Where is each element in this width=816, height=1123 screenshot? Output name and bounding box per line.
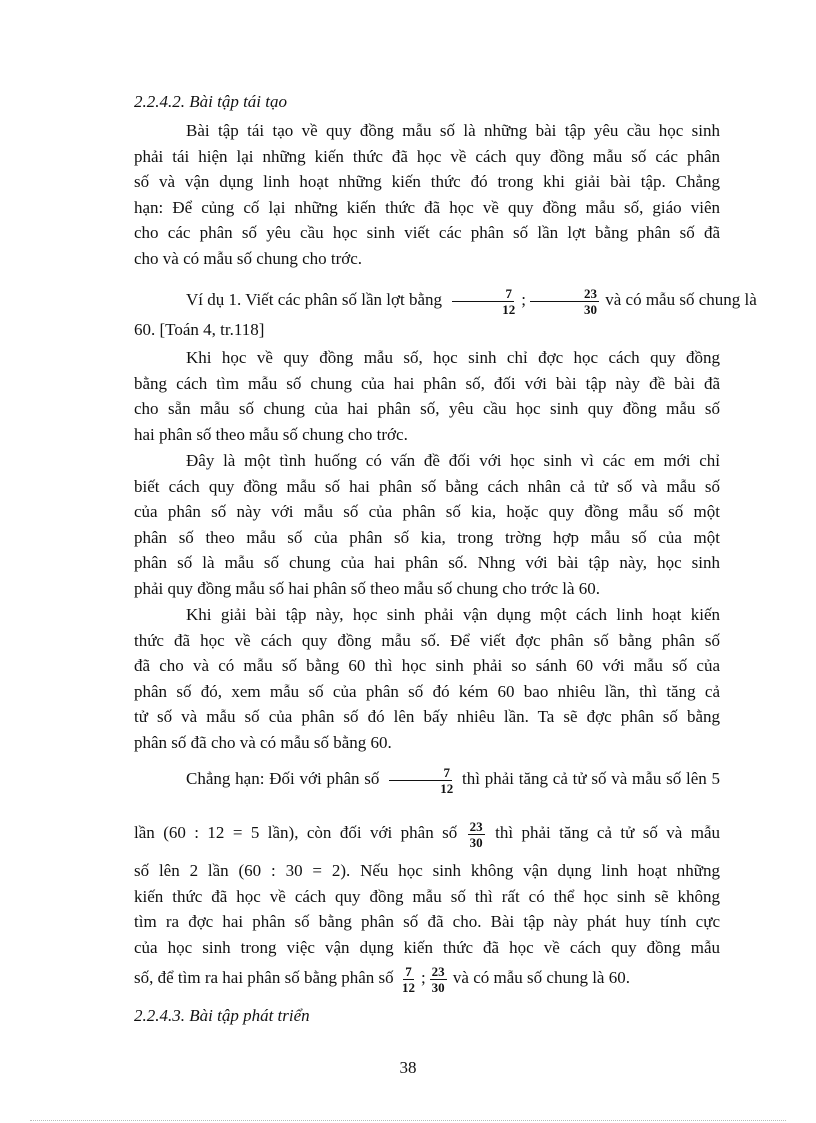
fraction-denominator: 30 bbox=[583, 301, 597, 317]
page-number: 38 bbox=[399, 1058, 417, 1077]
fraction-23-30 bbox=[530, 287, 599, 316]
paragraph-explanation bbox=[134, 345, 720, 447]
text-line: phải tái hiện lại những kiến thức đã học về cách quy đồng mẫu số các phân bbox=[134, 146, 720, 166]
text-line: Khi giải bài tập này, học sinh phải vận dụng một cách linh hoạt kiến bbox=[186, 605, 720, 624]
text-segment: thì phải tăng cả tử số và mẫu số lên 5 bbox=[461, 769, 721, 788]
text-line: số và vận dụng linh hoạt những kiến thức đó trong khi giải bài tập. Chẳng bbox=[134, 172, 720, 192]
example-suffix: và có mẫu số chung là bbox=[605, 290, 757, 309]
text-segment: thì phải tăng cả tử số và mẫu bbox=[495, 823, 721, 842]
text-segment: lần (60 : 12 = 5 lần), còn đối với phân số bbox=[134, 823, 458, 842]
fraction-denominator: 30 bbox=[469, 834, 483, 850]
text-line: phân số đã cho và có mẫu số bằng 60. bbox=[134, 732, 392, 752]
paragraph-intro bbox=[134, 118, 720, 272]
text-line: phân số theo mẫu số của phân số kia, trong trờng hợp mẫu số của một bbox=[134, 527, 720, 547]
text-line: Bài tập tái tạo về quy đồng mẫu số là những bài tập yêu cầu học sinh bbox=[186, 121, 720, 140]
text-line: phân số đó, xem mẫu số của phân số đó kém 60 bao nhiêu lần, thì tăng cả bbox=[134, 681, 720, 701]
fraction-numerator: 7 bbox=[389, 766, 452, 781]
text-line: số lên 2 lần (60 : 30 = 2). Nếu học sinh không vận dụng linh hoạt những bbox=[134, 861, 720, 880]
section-heading-2-2-4-3: 2.2.4.3. Bài tập phát triển bbox=[134, 1006, 310, 1025]
text-line: Khi học về quy đồng mẫu số, học sinh chỉ đợc học cách quy đồng bbox=[186, 348, 720, 367]
text-line: hạn: Để củng cố lại những kiến thức đã học về quy đồng mẫu số, giáo viên bbox=[134, 197, 720, 217]
fraction-separator: ; bbox=[420, 968, 426, 988]
text-line: bằng cách tìm mẫu số chung của hai phân số, đối với bài tập này đề bài đã bbox=[134, 373, 720, 393]
text-line: đã cho và có mẫu số bằng 60 thì học sinh phải so sánh 60 với mẫu số của bbox=[134, 656, 720, 676]
text-line: phân số là mẫu số chung của hai phân số. Nhng với bài tập này, học sinh bbox=[134, 553, 720, 573]
text-segment: số, để tìm ra hai phân số bằng phân số bbox=[134, 968, 394, 988]
text-line: tử số và mẫu số của phân số đó lên bấy nhiêu lần. Ta sẽ đợc phân số bằng bbox=[134, 707, 720, 727]
example-1 bbox=[134, 283, 757, 343]
fraction-separator: ; bbox=[521, 290, 526, 309]
footer-divider bbox=[30, 1120, 786, 1121]
paragraph-solving bbox=[134, 602, 720, 756]
text-line: cho và có mẫu số chung cho trớc. bbox=[134, 248, 363, 268]
fraction-denominator: 12 bbox=[440, 780, 454, 796]
text-line: cho các phân số yêu cầu học sinh viết các phân số lần lợt bằng phân số đã bbox=[134, 223, 720, 243]
text-segment: Chẳng hạn: Đối với phân số bbox=[186, 769, 380, 788]
fraction-denominator: 12 bbox=[401, 979, 415, 995]
fraction-numerator: 7 bbox=[452, 287, 515, 302]
fraction-7-12 bbox=[400, 965, 417, 994]
fraction-numerator: 23 bbox=[431, 963, 445, 979]
fraction-7-12 bbox=[448, 287, 517, 316]
paragraph-problem-situation bbox=[134, 448, 720, 602]
text-line: kiến thức đã học về cách quy đồng mẫu số thì rất có thể học sinh sẽ không bbox=[134, 886, 720, 906]
text-line: cho sẵn mẫu số chung của hai phân số, yêu cầu học sinh quy đồng mẫu số bbox=[134, 399, 720, 419]
example-prefix: Ví dụ 1. Viết các phân số lần lợt bằng bbox=[186, 290, 442, 309]
fraction-23-30 bbox=[468, 820, 485, 849]
fraction-numerator: 23 bbox=[530, 287, 599, 302]
text-line-with-fraction bbox=[134, 760, 720, 798]
example-source-line: 60. [Toán 4, tr.118] bbox=[134, 320, 265, 339]
text-line-with-fraction bbox=[134, 960, 720, 996]
text-line: phải quy đồng mẫu số hai phân số theo mẫu số chung cho trớc là 60. bbox=[134, 578, 601, 598]
fraction-denominator: 12 bbox=[502, 301, 516, 317]
text-line: của học sinh trong việc vận dụng kiến thức đã học về cách quy đồng mẫu bbox=[134, 937, 720, 957]
example-line bbox=[134, 283, 757, 317]
section-heading-2-2-4-2: 2.2.4.2. Bài tập tái tạo bbox=[134, 92, 287, 111]
text-line-with-fraction bbox=[134, 814, 720, 852]
fraction-denominator: 30 bbox=[431, 979, 445, 995]
paragraph-for-instance bbox=[134, 760, 720, 996]
fraction-23-30 bbox=[430, 965, 447, 994]
text-segment: và có mẫu số chung là 60. bbox=[452, 968, 630, 988]
fraction-numerator: 7 bbox=[405, 963, 412, 979]
fraction-7-12 bbox=[386, 766, 455, 795]
text-line: hai phân số theo mẫu số chung cho trớc. bbox=[134, 424, 408, 444]
fraction-numerator: 23 bbox=[469, 818, 483, 834]
text-line: Đây là một tình huống có vấn đề đối với học sinh vì các em mới chỉ bbox=[186, 451, 720, 470]
text-line: biết cách quy đồng mẫu số hai phân số bằng cách nhân cả tử số và mẫu số bbox=[134, 476, 720, 496]
text-line: của phân số này với mẫu số của phân số kia, hoặc quy đồng mẫu số một bbox=[134, 502, 720, 522]
text-line: thức đã học về cách quy đồng mẫu số. Để viết đợc phân số bằng phân số bbox=[134, 630, 720, 650]
text-line: tìm ra đợc hai phân số bằng phân số đã cho. Bài tập này phát huy tính cực bbox=[134, 912, 720, 932]
